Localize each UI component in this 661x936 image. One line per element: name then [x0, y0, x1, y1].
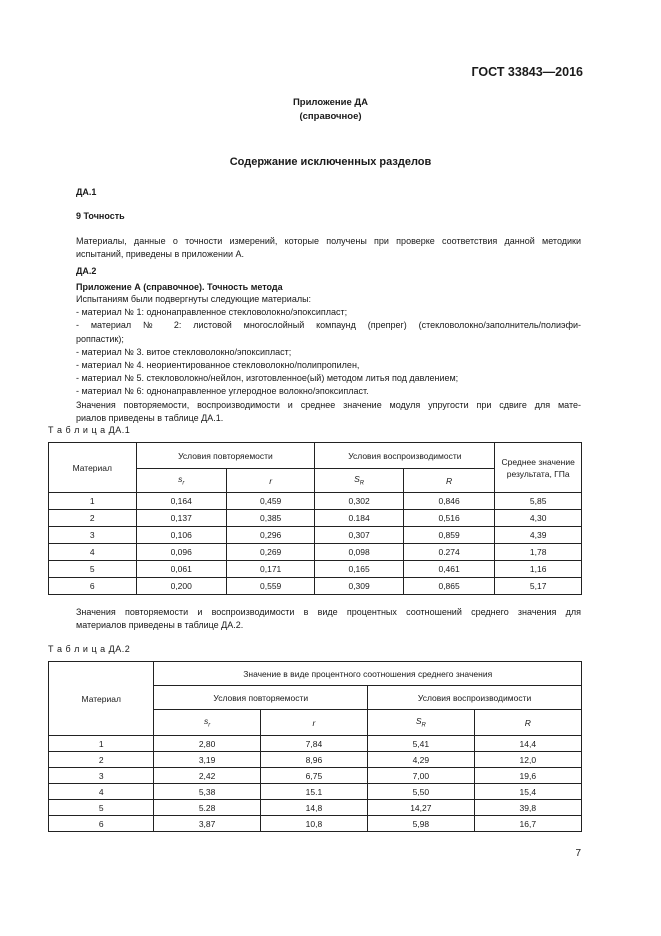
symbol-S: S	[415, 716, 422, 727]
appendix-title: Приложение ДА	[292, 97, 369, 108]
header-percent-group: Значение в виде процентного соотношения среднего значения	[154, 662, 582, 686]
cell: 12,0	[474, 752, 581, 768]
cell: 19,6	[474, 768, 581, 784]
cell: 1,78	[495, 544, 582, 561]
cell: 0,385	[226, 510, 314, 527]
section-title: Содержание исключенных разделов	[229, 156, 432, 168]
cell: 3,19	[154, 752, 260, 768]
table-da1-body	[49, 493, 582, 595]
cell: 0,846	[403, 493, 494, 510]
symbol-index: R	[421, 722, 426, 729]
subheader-R	[403, 469, 494, 493]
cell: 0,200	[136, 578, 226, 595]
header-reproducibility: Условия воспроизводимости	[315, 443, 495, 469]
da1-text-line: Материалы, данные о точности измерений, которые получены при проверке соответствия данной методики	[76, 236, 581, 246]
da2-body	[76, 293, 581, 425]
cell: 0,302	[315, 493, 404, 510]
cell: 4,30	[495, 510, 582, 527]
da1-text	[76, 235, 581, 261]
symbol-S: S	[354, 474, 360, 485]
header-mean-line: Среднее значение	[501, 456, 575, 467]
table-row	[49, 510, 582, 527]
summary-line: Значения повторяемости, воспроизводимости и среднее значение модуля упругости при сдвиге для мате-	[76, 399, 581, 410]
appendix-subtitle: (справочное)	[299, 111, 362, 122]
cell: 0,461	[403, 561, 494, 578]
cell: 5	[49, 800, 154, 816]
cell: 14,4	[474, 736, 581, 752]
cell: 10,8	[260, 816, 367, 832]
cell: 4	[49, 544, 137, 561]
symbol-index: r	[182, 480, 185, 487]
subheader-sr	[136, 469, 226, 493]
symbol-s: s	[203, 716, 209, 727]
header-repeatability: Условия повторяемости	[154, 686, 368, 710]
cell: 5.28	[154, 800, 260, 816]
cell: 0,164	[136, 493, 226, 510]
cell: 0,096	[136, 544, 226, 561]
header-material: Материал	[49, 443, 137, 493]
cell: 0,865	[403, 578, 494, 595]
summary-line: риалов приведены в таблице ДА.1.	[76, 412, 224, 423]
cell: 0.274	[403, 544, 494, 561]
page-number: 7	[575, 848, 581, 859]
cell: 0,516	[403, 510, 494, 527]
subheader-SR	[315, 469, 404, 493]
table-row	[49, 544, 582, 561]
cell: 5,41	[368, 736, 474, 752]
cell: 6	[49, 816, 154, 832]
cell: 0,307	[315, 527, 404, 544]
table-da2-body	[49, 736, 582, 832]
da1-label: ДА.1	[76, 187, 97, 197]
table1-caption: Т а б л и ц а ДА.1	[48, 425, 131, 435]
cell: 5,17	[495, 578, 582, 595]
material-item: - материал № 4. неориентированное стекловолокно/полипропилен,	[76, 360, 360, 371]
table-row	[49, 561, 582, 578]
symbol-r: r	[312, 717, 316, 728]
cell: 5,85	[495, 493, 582, 510]
cell: 1	[49, 736, 154, 752]
cell: 3	[49, 768, 154, 784]
da2-intro: Испытаниям были подвергнуты следующие материалы:	[76, 294, 312, 304]
subheader-SR	[368, 710, 474, 736]
cell: 2,80	[154, 736, 260, 752]
symbol-r: r	[269, 475, 273, 486]
cell: 1,16	[495, 561, 582, 578]
da2-label: ДА.2	[76, 266, 97, 276]
cell: 0,459	[226, 493, 314, 510]
appendix-heading	[0, 96, 661, 124]
cell: 0,859	[403, 527, 494, 544]
symbol-R: R	[524, 717, 531, 728]
cell: 8,96	[260, 752, 367, 768]
material-item: - материал № 5. стекловолокно/нейлон, изготовленное(ый) методом литья под давлением;	[76, 373, 459, 384]
cell: 2	[49, 752, 154, 768]
cell: 5,50	[368, 784, 474, 800]
table-row	[49, 768, 582, 784]
header-repeatability: Условия повторяемости	[136, 443, 315, 469]
cell: 0,165	[315, 561, 404, 578]
cell: 5,38	[154, 784, 260, 800]
table-row	[49, 578, 582, 595]
cell: 4,29	[368, 752, 474, 768]
cell: 3	[49, 527, 137, 544]
subheader-R	[474, 710, 581, 736]
table-row	[49, 736, 582, 752]
material-item: - материал № 6: однонаправленное углеродное волокно/эпоксипласт.	[76, 386, 369, 397]
table-da2	[48, 661, 582, 832]
cell: 0,098	[315, 544, 404, 561]
da2-heading: Приложение А (справочное). Точность метода	[76, 282, 283, 292]
cell: 0,269	[226, 544, 314, 561]
cell: 0,061	[136, 561, 226, 578]
header-reproducibility: Условия воспроизводимости	[368, 686, 582, 710]
cell: 6	[49, 578, 137, 595]
cell: 7,84	[260, 736, 367, 752]
cell: 0,559	[226, 578, 314, 595]
table-row	[49, 493, 582, 510]
cell: 5,98	[368, 816, 474, 832]
cell: 0,137	[136, 510, 226, 527]
material-item: - материал № 1: однонаправленное стекловолокно/эпоксипласт;	[76, 307, 348, 318]
material-item: роппастик);	[76, 333, 124, 344]
between-line: материалов приведены в таблице ДА.2.	[76, 620, 244, 631]
between-text	[76, 606, 581, 632]
cell: 4	[49, 784, 154, 800]
cell: 3,87	[154, 816, 260, 832]
cell: 15.1	[260, 784, 367, 800]
symbol-index: R	[359, 480, 365, 487]
cell: 39,8	[474, 800, 581, 816]
header-mean-line: результата, ГПа	[506, 468, 570, 479]
subheader-r	[260, 710, 367, 736]
table-row	[49, 816, 582, 832]
standard-number: ГОСТ 33843—2016	[471, 65, 583, 79]
cell: 0.184	[315, 510, 404, 527]
symbol-R: R	[446, 475, 453, 486]
header-material: Материал	[49, 662, 154, 736]
symbol-s: s	[178, 474, 183, 485]
cell: 0,296	[226, 527, 314, 544]
material-item: - материал № 3. витое стекловолокно/эпоксипласт;	[76, 346, 292, 357]
cell: 16,7	[474, 816, 581, 832]
cell: 0,309	[315, 578, 404, 595]
cell: 1	[49, 493, 137, 510]
cell: 0,106	[136, 527, 226, 544]
da1-text-line: испытаний, приведены в приложении А.	[76, 249, 245, 260]
cell: 14,8	[260, 800, 367, 816]
table-row	[49, 527, 582, 544]
cell: 15,4	[474, 784, 581, 800]
table-da1	[48, 442, 582, 595]
table-row	[49, 800, 582, 816]
table-row	[49, 752, 582, 768]
material-item: - материал № 2: листовой многослойный компаунд (препрег) (стекловолокно/заполнитель/полиэфи-	[76, 320, 581, 331]
table-row	[49, 784, 582, 800]
subheader-r	[226, 469, 314, 493]
cell: 14,27	[368, 800, 474, 816]
da1-heading: 9 Точность	[76, 211, 125, 221]
between-line: Значения повторяемости и воспроизводимости в виде процентных соотношений среднего значения для	[76, 607, 581, 617]
table2-caption: Т а б л и ц а ДА.2	[48, 644, 131, 654]
header-mean	[495, 443, 582, 493]
cell: 2	[49, 510, 137, 527]
subheader-sr	[154, 710, 260, 736]
cell: 0,171	[226, 561, 314, 578]
cell: 4,39	[495, 527, 582, 544]
cell: 6,75	[260, 768, 367, 784]
cell: 7,00	[368, 768, 474, 784]
cell: 2,42	[154, 768, 260, 784]
cell: 5	[49, 561, 137, 578]
symbol-index: r	[208, 722, 211, 729]
